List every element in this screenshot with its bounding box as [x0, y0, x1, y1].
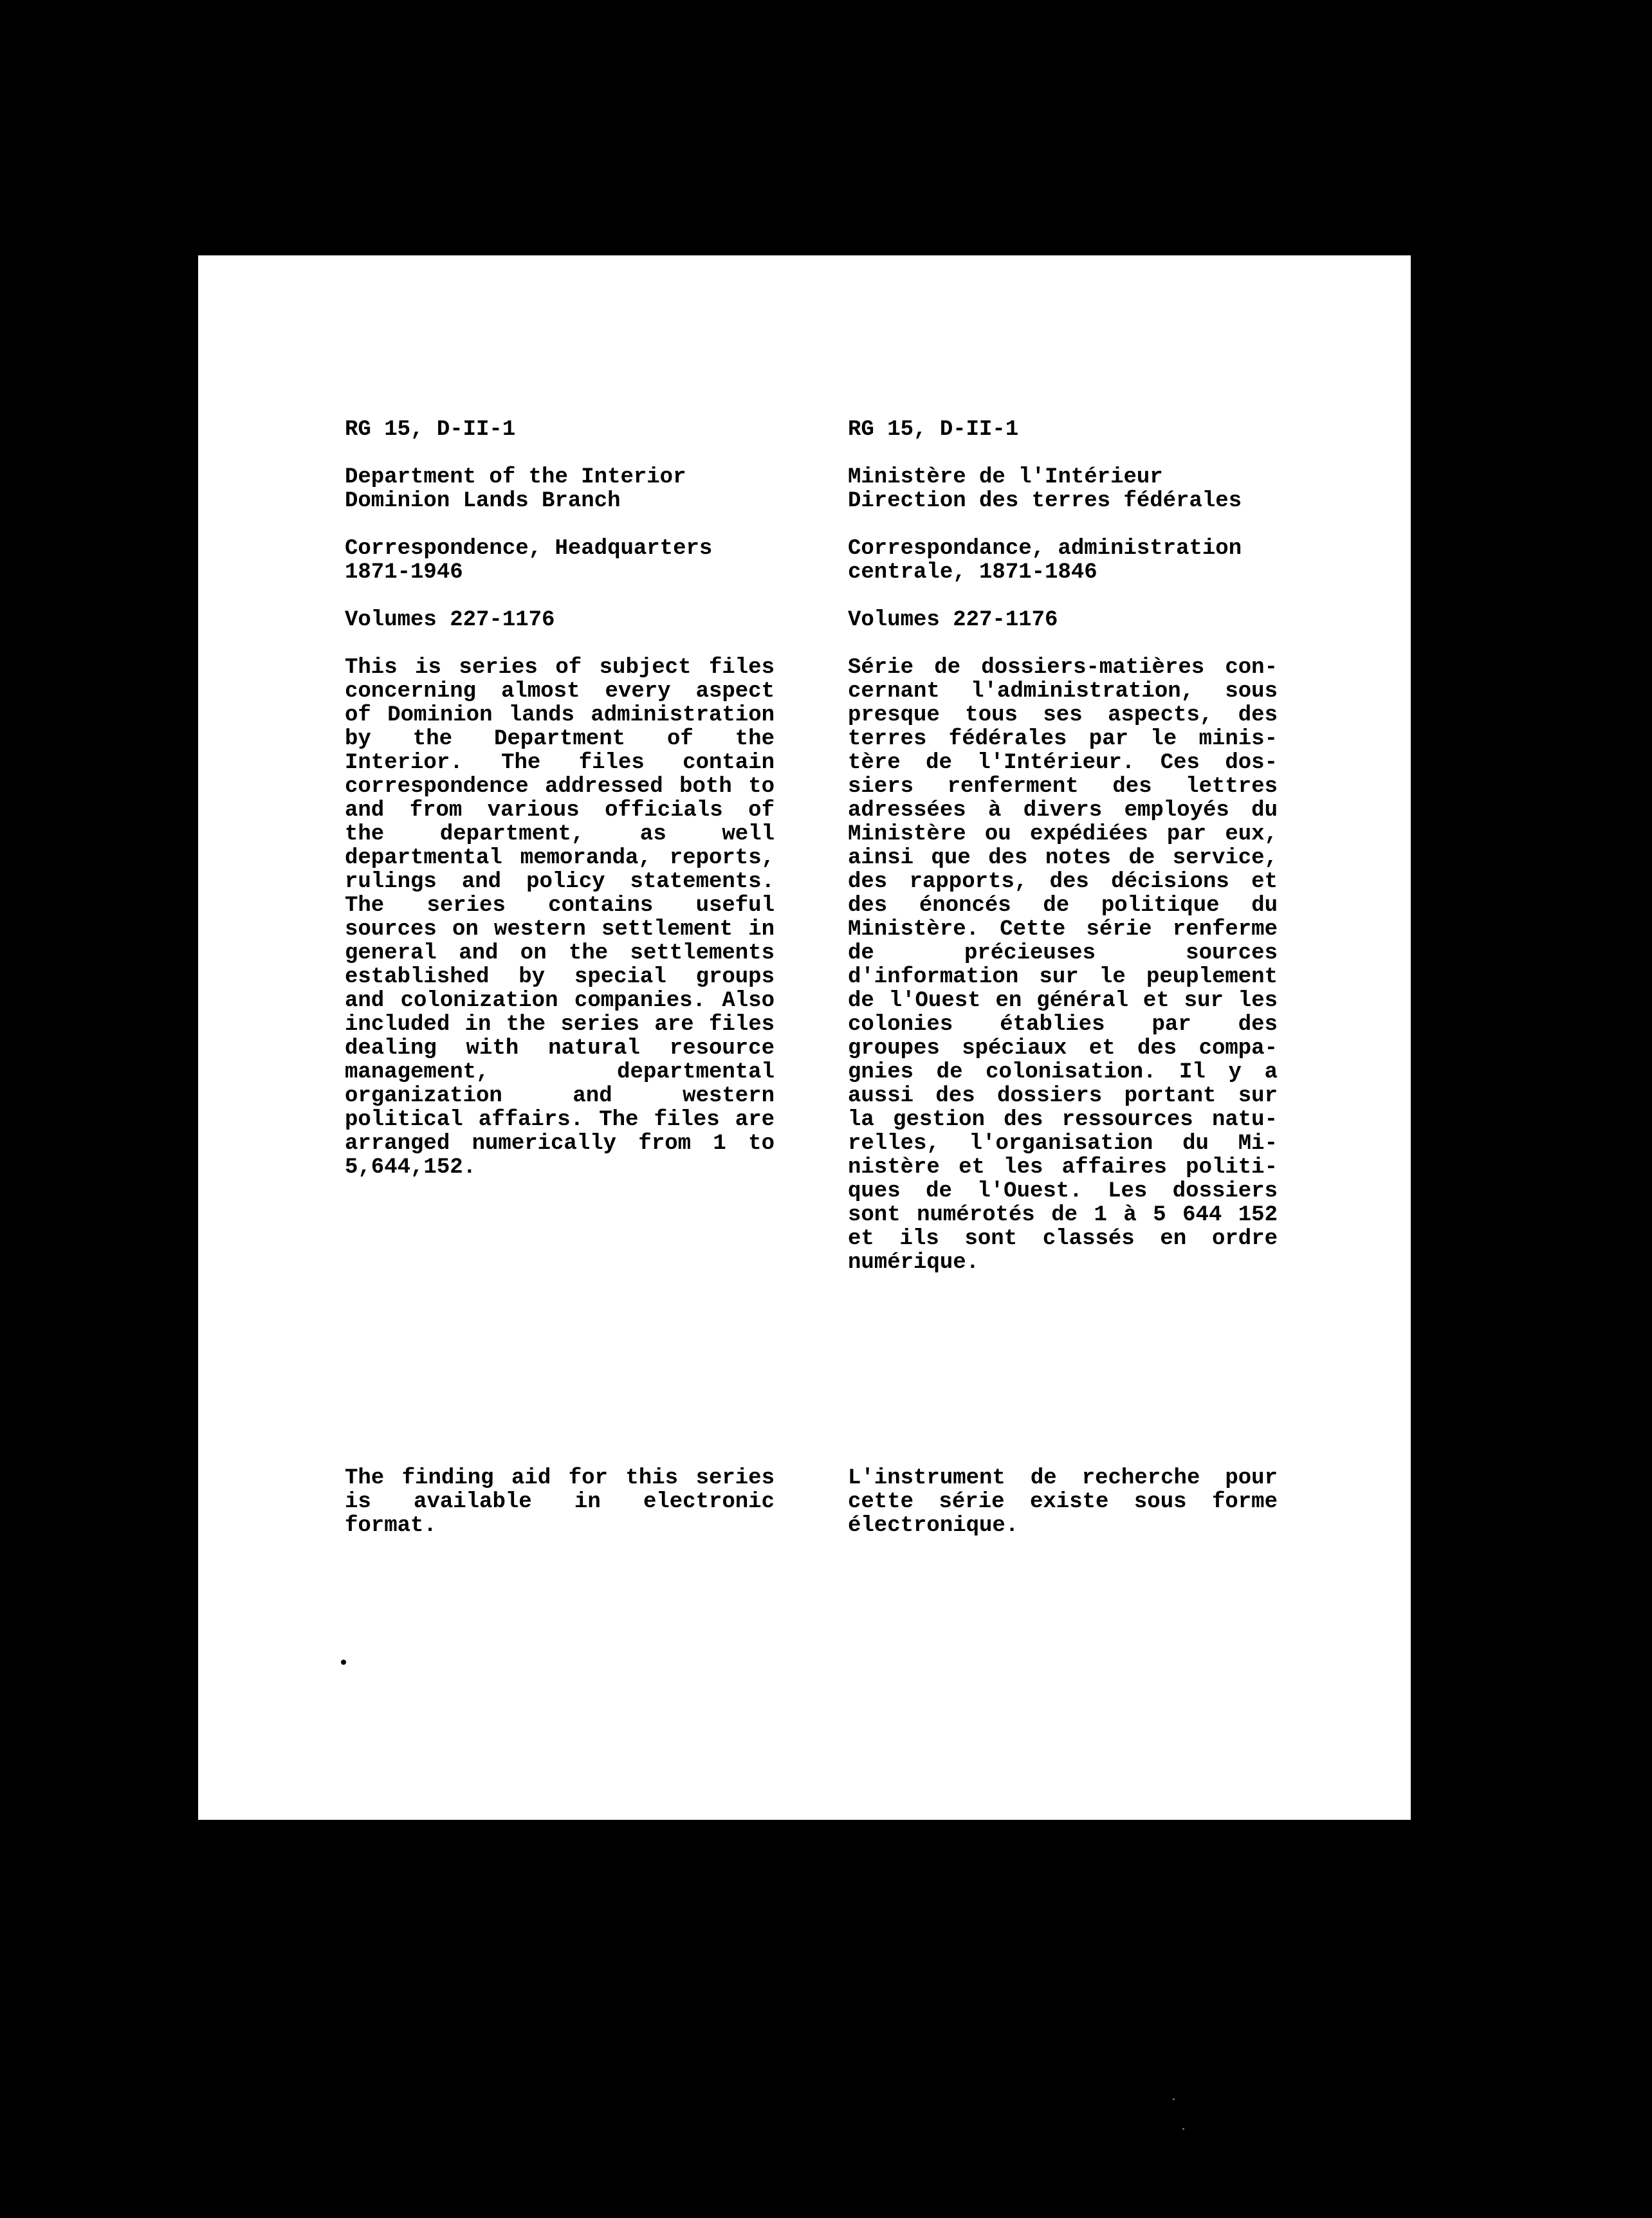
- description-en: This is series of subject files concerning almost every aspect of Dominion lands administration by the Department of the Interior. The files contain correspondence addressed both to and from various officials of the department, as well departmental memoranda, reports, rulings and policy statements. The series contains useful sources on western settlement in general and on the settlements established by special groups and colonization companies. Also included in the series are files dealing with natural resource management, departmental organization and western political affairs. The files are arranged numerically from 1 to 5,644,152.: [345, 655, 775, 1180]
- branch-name-fr: Direction des terres fédérales: [848, 489, 1242, 513]
- series-dates-fr: centrale, 1871-1846: [848, 560, 1097, 585]
- series-title-line1-en: Correspondence, Headquarters: [345, 536, 713, 561]
- finding-aid-en: The finding aid for this series is available in electronic format.: [345, 1466, 775, 1538]
- department-name-en: Department of the Interior: [345, 465, 686, 490]
- series-title-line1-fr: Correspondance, administration: [848, 536, 1242, 561]
- series-title-fr: [848, 537, 1278, 585]
- department-en: [345, 466, 775, 513]
- english-column: [345, 417, 775, 1538]
- scan-speck: [1173, 2098, 1175, 2100]
- department-fr: [848, 466, 1278, 513]
- department-name-fr: Ministère de l'Intérieur: [848, 465, 1163, 490]
- series-title-en: [345, 537, 775, 585]
- series-id-en: RG 15, D-II-1: [345, 417, 516, 442]
- document-page: [198, 255, 1411, 1820]
- branch-name-en: Dominion Lands Branch: [345, 489, 621, 513]
- description-fr: Série de dossiers-matières concernant l'administration, sous presque tous ses aspects, des terres fédérales par le ministère de l'Intérieur. Ces dossiers renferment des lettres adressées à divers employés du Ministère ou expédiées par eux, ainsi que des notes de service, des rapports, des décisions et des énoncés de politique du Ministère. Cette série renferme de précieuses sources d'information sur le peuplement de l'Ouest en général et sur les colonies établies par des groupes spéciaux et des compagnies de colonisation. Il y a aussi des dossiers portant sur la gestion des ressources naturelles, l'organisation du Ministère et les affaires politiques de l'Ouest. Les dossiers sont numérotés de 1 à 5 644 152 et ils sont classés en ordre numérique.: [848, 655, 1278, 1275]
- french-column: [848, 417, 1278, 1538]
- scan-speck: [1182, 2128, 1184, 2130]
- series-id-fr: RG 15, D-II-1: [848, 417, 1019, 442]
- volumes-en: Volumes 227-1176: [345, 608, 555, 632]
- scan-dot-mark: [341, 1660, 346, 1665]
- series-dates-en: 1871-1946: [345, 560, 463, 585]
- volumes-fr: Volumes 227-1176: [848, 608, 1058, 632]
- finding-aid-fr: L'instrument de recherche pour cette série existe sous forme électronique.: [848, 1466, 1278, 1538]
